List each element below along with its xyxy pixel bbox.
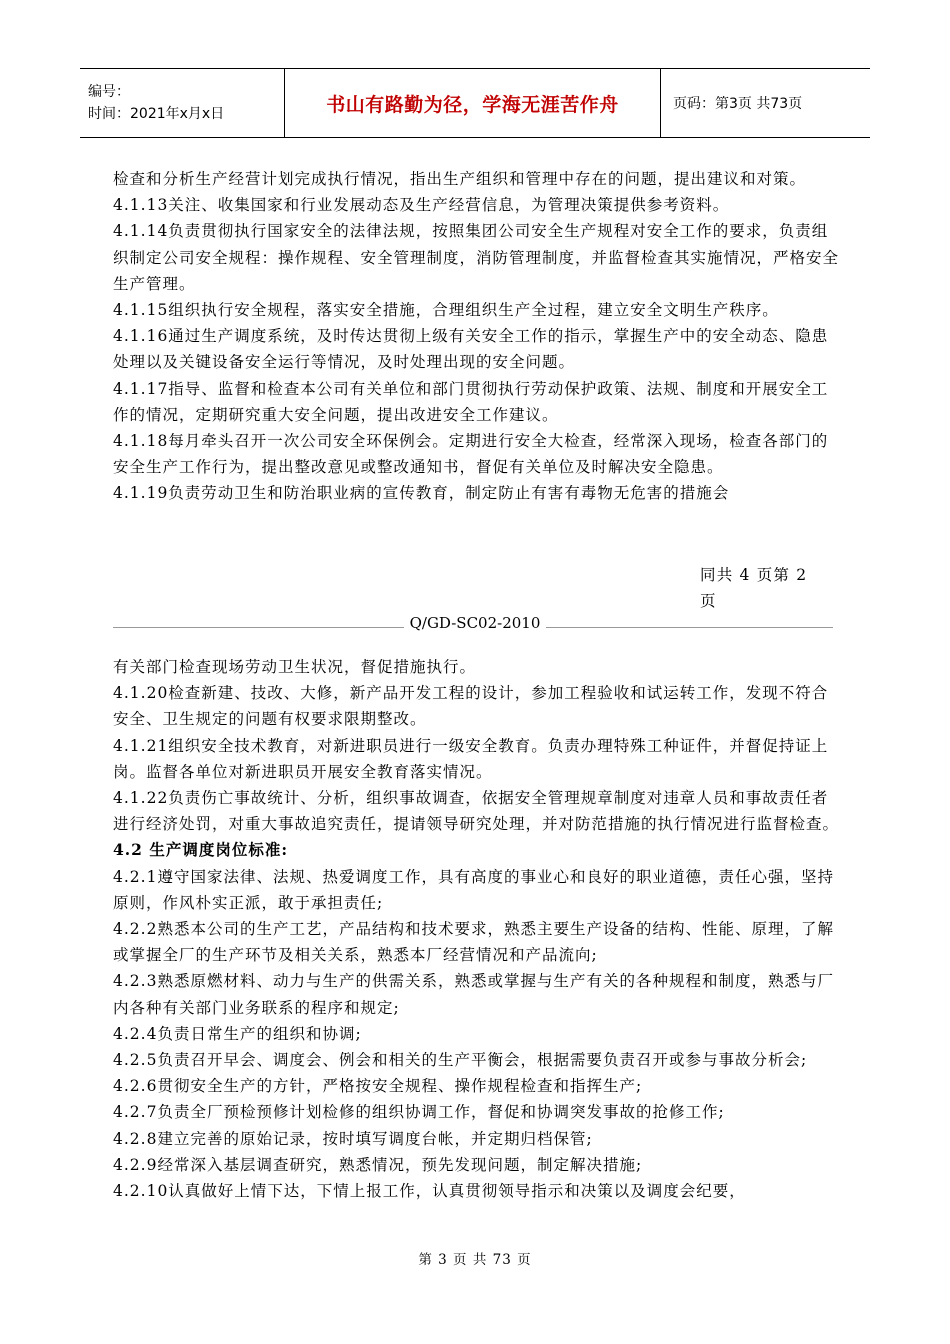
paragraph: 4.2.6贯彻安全生产的方针，严格按安全规程、操作规程检查和指挥生产;: [113, 1077, 643, 1096]
paragraph: 检查和分析生产经营计划完成执行情况，指出生产组织和管理中存在的问题，提出建议和对策。: [113, 170, 807, 188]
page-header: [80, 68, 870, 138]
header-page-info: 页码：第3页 共73页: [673, 96, 803, 112]
paragraph: 4.1.17指导、监督和检查本公司有关单位和部门贯彻执行劳动保护政策、法规、制度和开展安全工作的情况，定期研究重大安全问题，提出改进安全工作建议。: [113, 379, 829, 424]
paragraph: 4.1.13关注、收集国家和行业发展动态及生产经营信息，为管理决策提供参考资料。: [113, 196, 730, 215]
paragraph: 有关部门检查现场劳动卫生状况，督促措施执行。: [113, 658, 477, 676]
document-date: 时间：2021年x月x日: [88, 106, 225, 122]
paragraph: 4.1.19负责劳动卫生和防治职业病的宣传教育，制定防止有害有毒物无危害的措施会: [113, 484, 730, 503]
standard-code-text: Q/GD-SC02-2010: [404, 614, 547, 632]
header-motto: 书山有路勤为径，学海无涯苦作舟: [285, 69, 661, 137]
inner-page-note-line1: 同共 4 页第 2: [700, 566, 808, 584]
paragraph: 4.1.22负责伤亡事故统计、分析，组织事故调查，依据安全管理规章制度对违章人员和事故责任者进行经济处罚，对重大事故追究责任，提请领导研究处理，并对防范措施的执行情况进行监督检查。: [113, 789, 840, 834]
paragraph: 4.2.10认真做好上情下达，下情上报工作，认真贯彻领导指示和决策以及调度会纪要，: [113, 1182, 746, 1201]
body-section-1: [113, 166, 843, 507]
body-section-2: [113, 654, 843, 1204]
paragraph: 4.2.7负责全厂预检预修计划检修的组织协调工作，督促和协调突发事故的抢修工作;: [113, 1103, 725, 1122]
inner-page-note: [700, 562, 850, 614]
paragraph: 4.1.16通过生产调度系统，及时传达贯彻上级有关安全工作的指示，掌握生产中的安全动态、隐患处理以及关键设备安全运行等情况，及时处理出现的安全问题。: [113, 327, 829, 372]
header-meta: [80, 69, 285, 137]
paragraph: 4.2.2熟悉本公司的生产工艺，产品结构和技术要求，熟悉主要生产设备的结构、性能、原理，了解或掌握全厂的生产环节及相关关系，熟悉本厂经营情况和产品流向;: [113, 920, 834, 965]
paragraph: 4.1.20检查新建、技改、大修，新产品开发工程的设计，参加工程验收和试运转工作，发现不符合安全、卫生规定的问题有权要求限期整改。: [113, 684, 829, 729]
paragraph: 4.1.18每月牵头召开一次公司安全环保例会。定期进行安全大检查，经常深入现场，检查各部门的安全生产工作行为，提出整改意见或整改通知书，督促有关单位及时解决安全隐患。: [113, 432, 829, 477]
paragraph: 4.2.4负责日常生产的组织和协调;: [113, 1024, 362, 1043]
paragraph: 4.1.15组织执行安全规程，落实安全措施，合理组织生产全过程，建立安全文明生产秩序。: [113, 301, 779, 320]
inner-page-note-line2: 页: [700, 592, 717, 610]
paragraph: 4.2.8建立完善的原始记录，按时填写调度台帐，并定期归档保管;: [113, 1129, 593, 1148]
page-footer: 第 3 页 共 73 页: [418, 1252, 532, 1268]
paragraph: 4.2.9经常深入基层调查研究，熟悉情况，预先发现问题，制定解决措施;: [113, 1155, 643, 1174]
paragraph: 4.2.3熟悉原燃材料、动力与生产的供需关系，熟悉或掌握与生产有关的各种规程和制度，熟悉与厂内各种有关部门业务联系的程序和规定;: [113, 972, 834, 1017]
standard-code: [0, 614, 950, 632]
paragraph: 4.2.1遵守国家法律、法规、热爱调度工作，具有高度的事业心和良好的职业道德，责任心强，坚持原则，作风朴实正派，敢于承担责任;: [113, 867, 834, 912]
paragraph: 4.1.21组织安全技术教育，对新进职员进行一级安全教育。负责办理特殊工种证件，并督促持证上岗。监督各单位对新进职员开展安全教育落实情况。: [113, 736, 829, 781]
document-number-label: 编号：: [88, 84, 130, 100]
paragraph: 4.1.14负责贯彻执行国家安全的法律法规，按照集团公司安全生产规程对安全工作的要求，负责组织制定公司安全规程：操作规程、安全管理制度，消防管理制度，并监督检查其实施情况，严格安全生产管理。: [113, 222, 840, 293]
paragraph: 4.2.5负责召开早会、调度会、例会和相关的生产平衡会，根据需要负责召开或参与事故分析会;: [113, 1051, 808, 1070]
section-heading: 4.2 生产调度岗位标准:: [113, 840, 289, 860]
